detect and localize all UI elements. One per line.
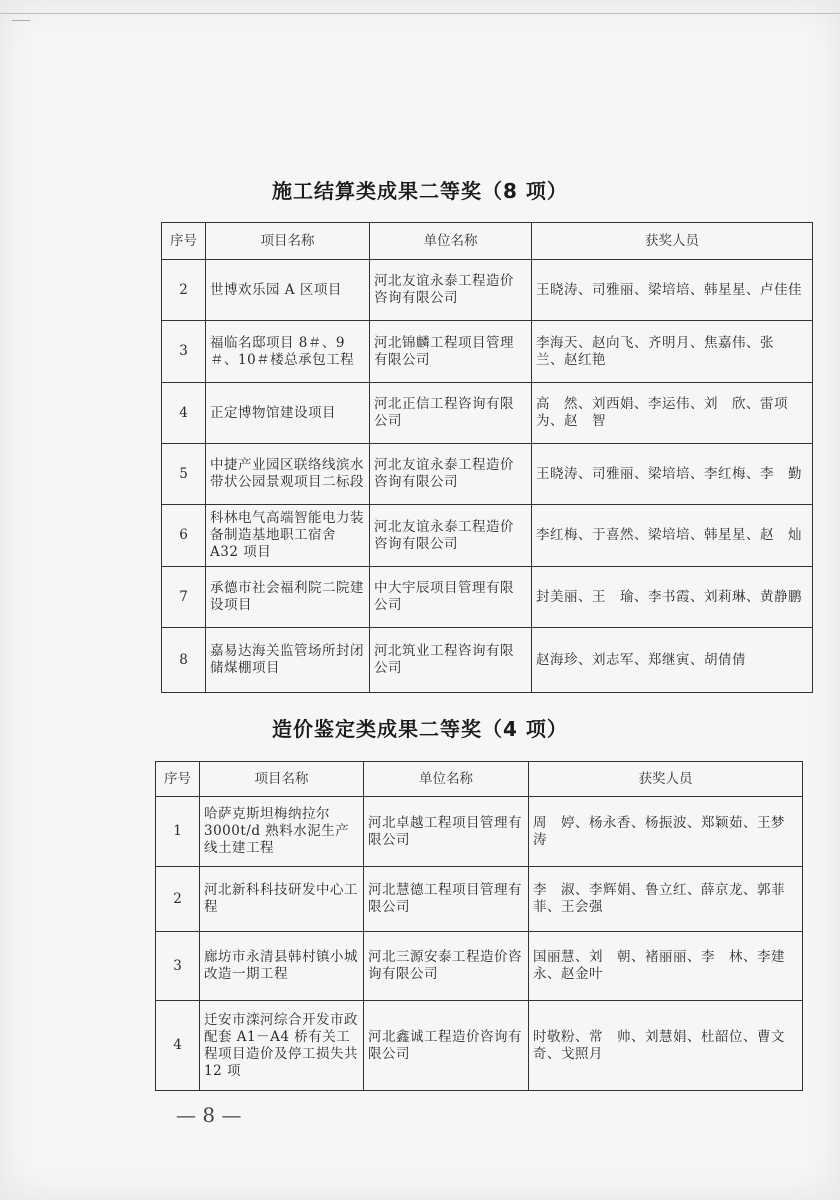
table-row bbox=[162, 444, 813, 505]
row-project: 廊坊市永清县韩村镇小城改造一期工程 bbox=[200, 932, 364, 1001]
row-project: 河北新科科技研发中心工程 bbox=[200, 867, 364, 932]
row-company: 河北鑫诚工程造价咨询有限公司 bbox=[364, 1001, 529, 1091]
row-company: 中大宇辰项目管理有限公司 bbox=[370, 567, 532, 628]
appraisal-awards-table bbox=[155, 761, 803, 1091]
row-no: 2 bbox=[162, 260, 206, 321]
row-project: 承德市社会福利院二院建设项目 bbox=[206, 567, 370, 628]
header-project: 项目名称 bbox=[200, 762, 364, 797]
row-company: 河北三源安泰工程造价咨询有限公司 bbox=[364, 932, 529, 1001]
table-header-row bbox=[162, 223, 813, 260]
section-title-appraisal: 造价鉴定类成果二等奖（4 项） bbox=[272, 717, 568, 741]
row-people: 李红梅、于喜然、梁培培、韩星星、赵 灿 bbox=[532, 505, 813, 567]
row-project: 正定博物馆建设项目 bbox=[206, 383, 370, 444]
header-people: 获奖人员 bbox=[529, 762, 803, 797]
row-people: 国丽慧、刘 朝、褚丽丽、李 林、李建永、赵金叶 bbox=[529, 932, 803, 1001]
header-company: 单位名称 bbox=[370, 223, 532, 260]
row-people: 赵海珍、刘志军、郑继寅、胡倩倩 bbox=[532, 628, 813, 693]
row-no: 8 bbox=[162, 628, 206, 693]
row-company: 河北友谊永泰工程造价咨询有限公司 bbox=[370, 260, 532, 321]
row-no: 3 bbox=[162, 321, 206, 383]
row-company: 河北友谊永泰工程造价咨询有限公司 bbox=[370, 505, 532, 567]
table-row bbox=[162, 383, 813, 444]
row-project: 科林电气高端智能电力装备制造基地职工宿舍 A32 项目 bbox=[206, 505, 370, 567]
page-number: — 8 — bbox=[176, 1103, 242, 1127]
row-people: 王晓涛、司雅丽、梁培培、韩星星、卢佳佳 bbox=[532, 260, 813, 321]
row-no: 1 bbox=[156, 797, 200, 867]
table-row bbox=[156, 932, 803, 1001]
row-people: 王晓涛、司雅丽、梁培培、李红梅、李 勤 bbox=[532, 444, 813, 505]
table-row bbox=[156, 797, 803, 867]
row-people: 高 然、刘西娟、李运伟、刘 欣、雷项为、赵 智 bbox=[532, 383, 813, 444]
row-people: 李 淑、李辉娟、鲁立红、薛京龙、郭菲菲、王会强 bbox=[529, 867, 803, 932]
row-company: 河北正信工程咨询有限公司 bbox=[370, 383, 532, 444]
header-people: 获奖人员 bbox=[532, 223, 813, 260]
row-company: 河北锦麟工程项目管理有限公司 bbox=[370, 321, 532, 383]
row-no: 4 bbox=[162, 383, 206, 444]
section-title-settlement: 施工结算类成果二等奖（8 项） bbox=[272, 179, 568, 203]
scan-edge-line bbox=[0, 13, 840, 14]
settlement-awards-table bbox=[161, 222, 813, 693]
header-company: 单位名称 bbox=[364, 762, 529, 797]
table-row bbox=[156, 867, 803, 932]
row-company: 河北卓越工程项目管理有限公司 bbox=[364, 797, 529, 867]
row-company: 河北友谊永泰工程造价咨询有限公司 bbox=[370, 444, 532, 505]
header-project: 项目名称 bbox=[206, 223, 370, 260]
row-people: 封美丽、王 瑜、李书霞、刘莉琳、黄静鹏 bbox=[532, 567, 813, 628]
row-people: 时敬粉、常 帅、刘慧娟、杜韶位、曹文奇、戈照月 bbox=[529, 1001, 803, 1091]
table-row bbox=[162, 260, 813, 321]
row-project: 嘉易达海关监管场所封闭储煤棚项目 bbox=[206, 628, 370, 693]
row-company: 河北慧德工程项目管理有限公司 bbox=[364, 867, 529, 932]
row-project: 哈萨克斯坦梅纳拉尔 3000t/d 熟料水泥生产线土建工程 bbox=[200, 797, 364, 867]
row-no: 7 bbox=[162, 567, 206, 628]
row-no: 4 bbox=[156, 1001, 200, 1091]
table-row bbox=[156, 1001, 803, 1091]
row-project: 迁安市滦河综合开发市政配套 A1－A4 桥有关工程项目造价及停工损失共 12 项 bbox=[200, 1001, 364, 1091]
table-row bbox=[162, 567, 813, 628]
row-project: 中捷产业园区联络线滨水带状公园景观项目二标段 bbox=[206, 444, 370, 505]
table-row bbox=[162, 505, 813, 567]
scan-mark bbox=[12, 20, 30, 21]
row-company: 河北筑业工程咨询有限公司 bbox=[370, 628, 532, 693]
row-no: 2 bbox=[156, 867, 200, 932]
row-project: 福临名邸项目 8＃、9＃、10＃楼总承包工程 bbox=[206, 321, 370, 383]
table-row bbox=[162, 628, 813, 693]
table-row bbox=[162, 321, 813, 383]
row-no: 5 bbox=[162, 444, 206, 505]
row-project: 世博欢乐园 A 区项目 bbox=[206, 260, 370, 321]
row-people: 周 婷、杨永香、杨振波、郑颖茹、王梦涛 bbox=[529, 797, 803, 867]
row-no: 3 bbox=[156, 932, 200, 1001]
table-header-row bbox=[156, 762, 803, 797]
row-no: 6 bbox=[162, 505, 206, 567]
header-no: 序号 bbox=[162, 223, 206, 260]
row-people: 李海天、赵向飞、齐明月、焦嘉伟、张 兰、赵红艳 bbox=[532, 321, 813, 383]
header-no: 序号 bbox=[156, 762, 200, 797]
